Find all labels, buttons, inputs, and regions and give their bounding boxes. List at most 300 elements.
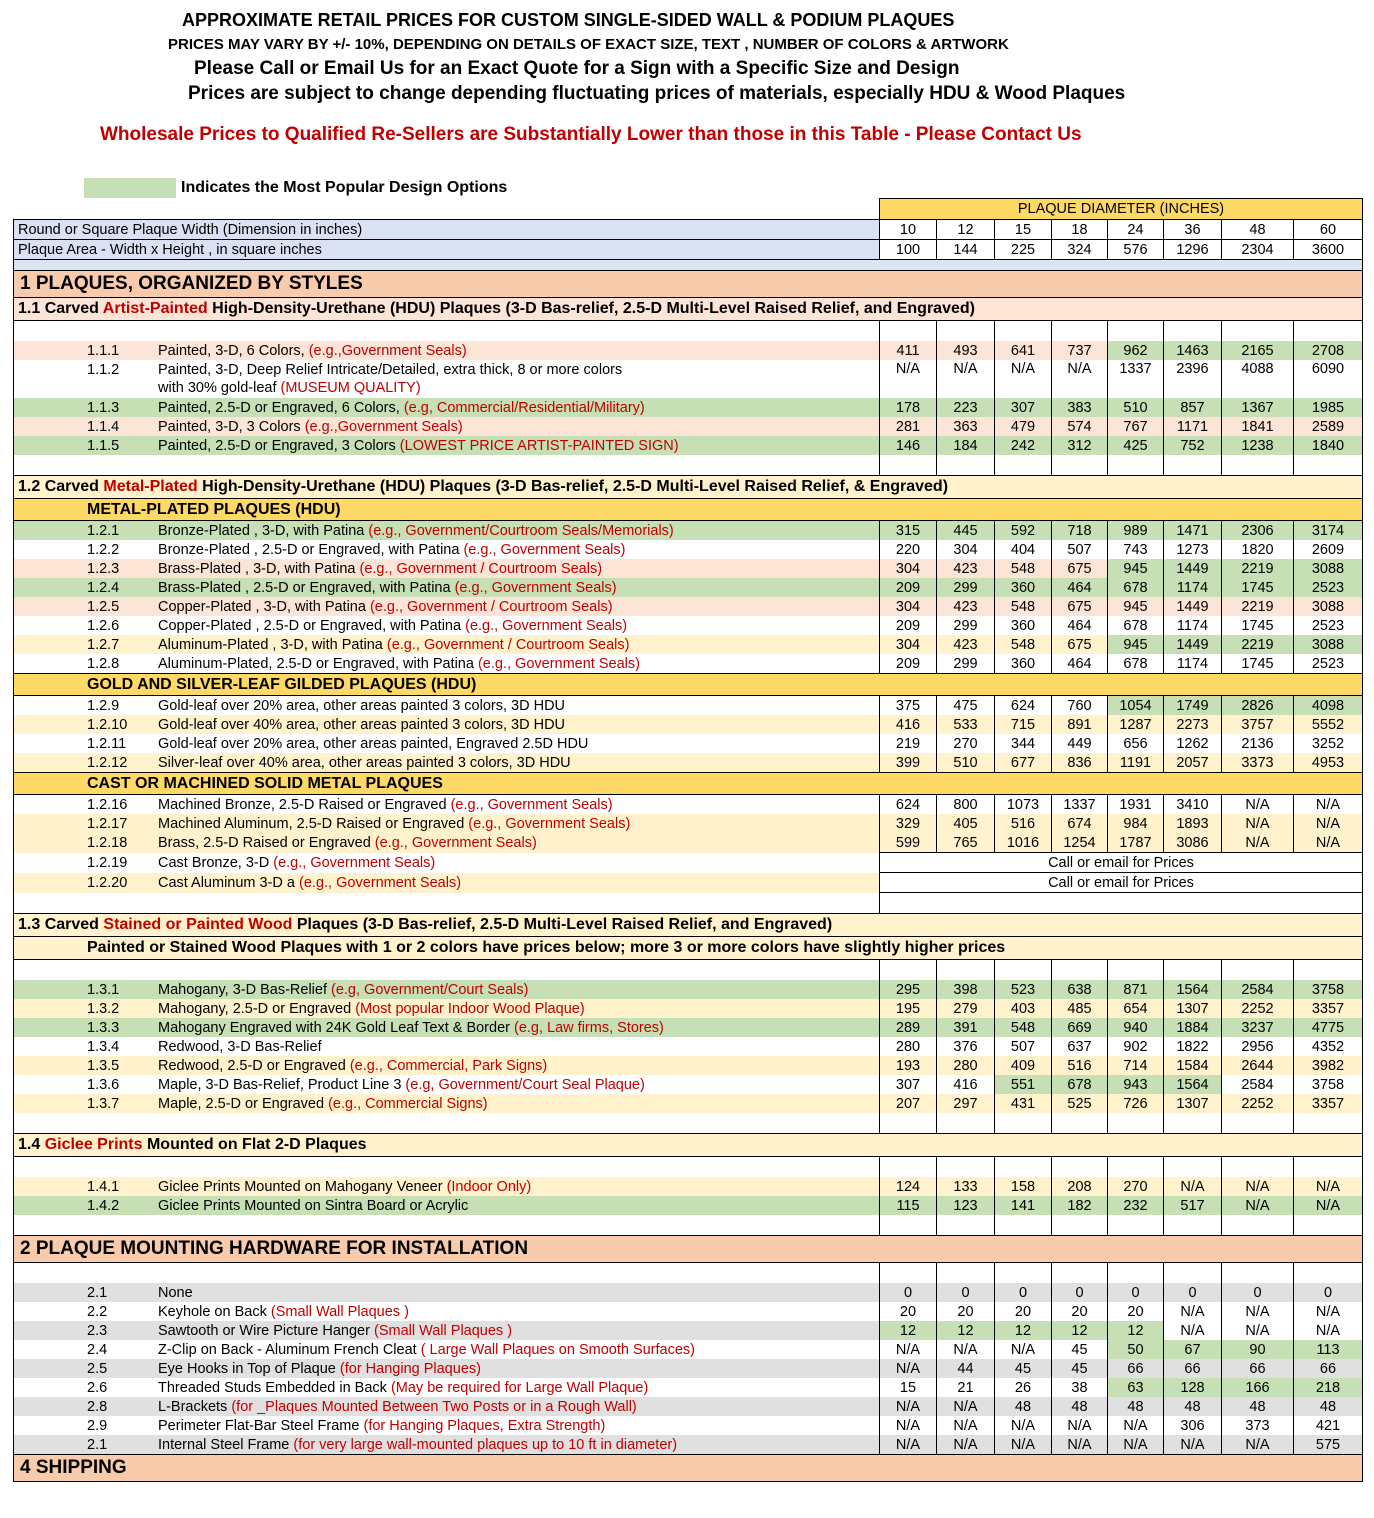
spacer-cell <box>14 1113 880 1134</box>
price-cell: N/A <box>1052 1416 1108 1435</box>
price-cell: N/A <box>1164 1302 1222 1321</box>
row-code: 2.1 <box>87 1284 108 1301</box>
row-desc-text: Giclee Prints Mounted on Mahogany Veneer <box>158 1178 447 1195</box>
row-example: (e.g., Government Seals) <box>477 655 640 672</box>
row-code: 1.2.19 <box>87 854 128 871</box>
price-cell: 423 <box>937 635 995 654</box>
row-label-content <box>14 716 879 734</box>
spacer-cell <box>14 893 880 914</box>
width-cell: 24 <box>1108 220 1164 240</box>
row-desc-text: Painted, 3-D, 3 Colors <box>158 418 305 435</box>
price-cell: 158 <box>995 1177 1052 1196</box>
row-description <box>158 815 630 833</box>
spacer-cell <box>937 1113 995 1134</box>
price-cell: N/A <box>1294 814 1363 833</box>
section-1-2-title-suffix: High-Density-Urethane (HDU) Plaques (3-D Bas-relief, 2.5-D Multi-Level Raised Relief, & Engraved) <box>197 478 949 495</box>
price-cell: 66 <box>1222 1359 1294 1378</box>
row-description <box>158 522 674 540</box>
price-cell: N/A <box>1222 1321 1294 1340</box>
spacer-cell <box>1294 1157 1363 1178</box>
row-label <box>14 1177 880 1196</box>
price-cell: 307 <box>880 1075 937 1094</box>
price-cell: 360 <box>995 616 1052 635</box>
price-cell: 425 <box>1108 436 1164 455</box>
price-cell: 3373 <box>1222 753 1294 773</box>
price-cell: 375 <box>880 696 937 716</box>
price-cell: 2306 <box>1222 521 1294 541</box>
price-cell: 299 <box>937 578 995 597</box>
table-row <box>14 1177 1363 1196</box>
row-code: 1.1.5 <box>87 437 120 454</box>
spacer-cell <box>1294 321 1363 342</box>
row-example: (e.g., Government Seals) <box>468 815 631 832</box>
area-cell: 324 <box>1052 240 1108 260</box>
price-cell: 678 <box>1108 578 1164 597</box>
price-cell: 123 <box>937 1196 995 1215</box>
price-cell: 416 <box>880 715 937 734</box>
row-desc-text: Redwood, 3-D Bas-Relief <box>158 1038 322 1055</box>
row-code: 1.3.4 <box>87 1038 120 1055</box>
row-code: 1.2.11 <box>87 735 127 752</box>
row-desc-text: Copper-Plated , 2.5-D or Engraved, with Patina <box>158 617 466 634</box>
row-code: 1.2.8 <box>87 655 120 672</box>
row-desc-text: Maple, 3-D Bas-Relief, Product Line 3 <box>158 1076 406 1093</box>
spacer-cell <box>14 1157 880 1178</box>
call-for-prices-cell: Call or email for Prices <box>880 853 1363 873</box>
section-4-title: 4 SHIPPING <box>14 1455 880 1482</box>
table-row <box>14 853 1363 873</box>
price-cell: 726 <box>1108 1094 1164 1113</box>
row-example: (e.g., Government Seals) <box>299 874 462 891</box>
row-example: (e.g.,Government Seals) <box>308 342 467 359</box>
price-cell: 637 <box>1052 1037 1108 1056</box>
price-cell: 20 <box>995 1302 1052 1321</box>
price-cell: 984 <box>1108 814 1164 833</box>
price-cell: 45 <box>1052 1359 1108 1378</box>
price-cell: 360 <box>995 654 1052 674</box>
width-row <box>14 220 1363 240</box>
section-1-4-title-highlight: Giclee Prints <box>44 1136 143 1153</box>
spacer-row <box>14 321 1363 342</box>
row-example: (for very large wall-mounted plaques up to 10 ft in diameter) <box>293 1436 678 1453</box>
row-label <box>14 521 880 541</box>
sheet-title: APPROXIMATE RETAIL PRICES FOR CUSTOM SINGLE-SIDED WALL & PODIUM PLAQUES <box>182 10 955 30</box>
spacer-cell <box>937 1215 995 1236</box>
price-cell: 306 <box>1164 1416 1222 1435</box>
row-description <box>158 399 645 417</box>
price-cell: 516 <box>995 814 1052 833</box>
price-cell: 209 <box>880 578 937 597</box>
row-code: 1.2.20 <box>87 874 128 891</box>
width-cell: 10 <box>880 220 937 240</box>
price-cell: 279 <box>937 999 995 1018</box>
row-description <box>158 361 622 379</box>
spacer-cell <box>1052 321 1108 342</box>
table-row <box>14 521 1363 541</box>
row-label <box>14 1359 880 1378</box>
price-cell: 2589 <box>1294 417 1363 436</box>
table-row <box>14 436 1363 455</box>
price-cell: N/A <box>1052 360 1108 398</box>
area-cell: 3600 <box>1294 240 1363 260</box>
section-1-3-title <box>14 914 1363 937</box>
row-label <box>14 578 880 597</box>
price-cell: 391 <box>937 1018 995 1037</box>
diameter-header-row <box>14 199 1363 220</box>
price-cell: 223 <box>937 398 995 417</box>
price-cell: 232 <box>1108 1196 1164 1215</box>
row-label-content <box>14 815 879 833</box>
wood-note: Painted or Stained Wood Plaques with 1 or 2 colors have prices below; more 3 or more colors have slightly higher prices <box>14 937 1363 960</box>
price-cell: 678 <box>1052 1075 1108 1094</box>
row-code: 1.2.16 <box>87 796 128 813</box>
price-cell: 1262 <box>1164 734 1222 753</box>
row-label <box>14 1397 880 1416</box>
price-table <box>13 198 1363 1482</box>
table-row <box>14 999 1363 1018</box>
price-cell: 113 <box>1294 1340 1363 1359</box>
row-code: 2.1 <box>87 1436 108 1453</box>
section-1-1-title-prefix: 1.1 Carved <box>18 300 103 317</box>
price-cell: 1745 <box>1222 578 1294 597</box>
price-cell: 329 <box>880 814 937 833</box>
table-row <box>14 1196 1363 1215</box>
spacer-cell <box>1294 1215 1363 1236</box>
row-description <box>158 1398 637 1416</box>
popular-legend-text: Indicates the Most Popular Design Options <box>181 179 508 196</box>
row-desc-text: Threaded Studs Embedded in Back <box>158 1379 391 1396</box>
price-cell: 219 <box>880 734 937 753</box>
row-label-content <box>14 541 879 559</box>
row-label <box>14 696 880 716</box>
spacer-cell <box>14 1263 880 1284</box>
section-1-title: 1 PLAQUES, ORGANIZED BY STYLES <box>14 271 880 298</box>
price-cell: 218 <box>1294 1378 1363 1397</box>
price-cell: 945 <box>1108 559 1164 578</box>
price-cell: N/A <box>1294 833 1363 853</box>
price-cell: 184 <box>937 436 995 455</box>
price-cell: 1822 <box>1164 1037 1222 1056</box>
price-cell: 677 <box>995 753 1052 773</box>
price-cell: 516 <box>1052 1056 1108 1075</box>
row-code: 1.2.4 <box>87 579 120 596</box>
row-desc-text: Copper-Plated , 3-D, with Patina <box>158 598 370 615</box>
row-label-content <box>14 834 879 852</box>
row-label-content <box>14 796 879 814</box>
section-1-2-header <box>14 476 1363 499</box>
row-description <box>158 655 640 673</box>
row-description <box>158 1436 677 1454</box>
spacer-cell <box>995 1215 1052 1236</box>
section-2-currency-note <box>880 1236 1363 1263</box>
row-example: (Small Wall Plaques ) <box>270 1303 409 1320</box>
section-1-3-title-suffix: Plaques (3-D Bas-relief, 2.5-D Multi-Level Raised Relief, and Engraved) <box>292 916 833 933</box>
metal-plated-header <box>14 499 1363 521</box>
row-label <box>14 873 880 893</box>
price-cell: 857 <box>1164 398 1222 417</box>
price-cell: 2708 <box>1294 341 1363 360</box>
price-cell: 1564 <box>1164 1075 1222 1094</box>
row-label <box>14 341 880 360</box>
table-row <box>14 1094 1363 1113</box>
row-desc-text: Z-Clip on Back - Aluminum French Cleat <box>158 1341 421 1358</box>
row-desc-text: Perimeter Flat-Bar Steel Frame <box>158 1417 364 1434</box>
price-cell: 1367 <box>1222 398 1294 417</box>
width-cell: 18 <box>1052 220 1108 240</box>
price-cell: 2956 <box>1222 1037 1294 1056</box>
width-cell: 48 <box>1222 220 1294 240</box>
row-label-content <box>14 1303 879 1321</box>
table-row <box>14 734 1363 753</box>
price-cell: 280 <box>880 1037 937 1056</box>
price-cell: N/A <box>1222 1196 1294 1215</box>
price-cell: N/A <box>995 1416 1052 1435</box>
row-code: 1.3.7 <box>87 1095 120 1112</box>
price-cell: 2396 <box>1164 360 1222 398</box>
row-description <box>158 1303 409 1321</box>
row-description <box>158 437 679 455</box>
price-cell: 2644 <box>1222 1056 1294 1075</box>
row-description <box>158 1000 585 1018</box>
price-cell: 1016 <box>995 833 1052 853</box>
price-cell: 2523 <box>1294 578 1363 597</box>
price-cell: 166 <box>1222 1378 1294 1397</box>
price-cell: 485 <box>1052 999 1108 1018</box>
price-cell: N/A <box>1222 1302 1294 1321</box>
price-cell: 299 <box>937 616 995 635</box>
price-cell: 548 <box>995 597 1052 616</box>
price-cell: 15 <box>880 1378 937 1397</box>
row-description <box>158 1379 648 1397</box>
price-cell: 12 <box>937 1321 995 1340</box>
section-1-3-title-highlight: Stained or Painted Wood <box>103 916 293 933</box>
row-label <box>14 753 880 773</box>
price-cell: 654 <box>1108 999 1164 1018</box>
price-cell: 510 <box>937 753 995 773</box>
row-code: 2.4 <box>87 1341 108 1358</box>
row-label <box>14 853 880 873</box>
price-cell: 1337 <box>1052 795 1108 815</box>
row-label-content <box>14 361 879 379</box>
price-cell: 48 <box>1164 1397 1222 1416</box>
table-row <box>14 1359 1363 1378</box>
row-desc-text: Silver-leaf over 40% area, other areas painted 3 colors, 3D HDU <box>158 754 571 771</box>
row-desc-text: Mahogany, 2.5-D or Engraved <box>158 1000 356 1017</box>
spacer-cell <box>1108 1157 1164 1178</box>
price-cell: 1449 <box>1164 635 1222 654</box>
price-cell: 592 <box>995 521 1052 541</box>
price-cell: 90 <box>1222 1340 1294 1359</box>
row-label <box>14 616 880 635</box>
row-label <box>14 398 880 417</box>
row-desc-text: Bronze-Plated , 3-D, with Patina <box>158 522 369 539</box>
price-cell: 289 <box>880 1018 937 1037</box>
row-desc-text: Machined Aluminum, 2.5-D Raised or Engraved <box>158 815 469 832</box>
row-desc-text: Gold-leaf over 40% area, other areas painted 3 colors, 3D HDU <box>158 716 566 733</box>
price-cell: 1564 <box>1164 980 1222 999</box>
price-cell: 1841 <box>1222 417 1294 436</box>
price-cell: 304 <box>880 635 937 654</box>
price-cell: 115 <box>880 1196 937 1215</box>
price-cell: 26 <box>995 1378 1052 1397</box>
price-cell: 63 <box>1108 1378 1164 1397</box>
row-example: (e.g., Government/Courtroom Seals/Memorials) <box>368 522 674 539</box>
row-code: 1.2.2 <box>87 541 120 558</box>
price-cell: N/A <box>880 360 937 398</box>
row-desc-text: Redwood, 2.5-D or Engraved <box>158 1057 350 1074</box>
section-1-1-header <box>14 298 1363 321</box>
price-cell: 1820 <box>1222 540 1294 559</box>
price-cell: N/A <box>1108 1416 1164 1435</box>
price-cell: 399 <box>880 753 937 773</box>
spacer-cell <box>1294 1263 1363 1284</box>
price-cell: 678 <box>1108 654 1164 674</box>
row-code: 1.2.3 <box>87 560 120 577</box>
price-cell: 548 <box>995 635 1052 654</box>
spacer-cell <box>14 960 880 981</box>
price-cell: 2252 <box>1222 1094 1294 1113</box>
row-desc-text: Machined Bronze, 2.5-D Raised or Engraved <box>158 796 451 813</box>
spacer-cell <box>1222 321 1294 342</box>
price-cell: 945 <box>1108 635 1164 654</box>
row-example: (e.g., Commercial, Park Signs) <box>349 1057 548 1074</box>
table-row <box>14 1397 1363 1416</box>
price-cell: 12 <box>1108 1321 1164 1340</box>
row-code: 1.1.3 <box>87 399 120 416</box>
section-1-2-title-prefix: 1.2 Carved <box>18 478 104 495</box>
section-1-1-title <box>14 298 1363 321</box>
price-cell: 421 <box>1294 1416 1363 1435</box>
row-label <box>14 1340 880 1359</box>
price-cell: 1893 <box>1164 814 1222 833</box>
area-cell: 576 <box>1108 240 1164 260</box>
wood-note-row <box>14 937 1363 960</box>
row-desc-text: Keyhole on Back <box>158 1303 271 1320</box>
price-cell: 48 <box>995 1397 1052 1416</box>
spacer-cell <box>995 1113 1052 1134</box>
section-2-header <box>14 1236 1363 1263</box>
row-desc-text: Maple, 2.5-D or Engraved <box>158 1095 329 1112</box>
spacer-cell <box>1164 1263 1222 1284</box>
price-cell: 307 <box>995 398 1052 417</box>
row-label <box>14 559 880 578</box>
price-cell: 398 <box>937 980 995 999</box>
spacer-row <box>14 455 1363 476</box>
row-example: (Indoor Only) <box>446 1178 532 1195</box>
spacer-cell <box>995 455 1052 476</box>
price-variance-note: PRICES MAY VARY BY +/- 10%, DEPENDING ON DETAILS OF EXACT SIZE, TEXT , NUMBER OF COLORS & ARTWORK <box>168 36 1009 53</box>
price-cell: 193 <box>880 1056 937 1075</box>
row-example: (e.g.,Government Seals) <box>304 418 463 435</box>
table-row <box>14 873 1363 893</box>
price-cell: 3174 <box>1294 521 1363 541</box>
price-cell: N/A <box>1294 795 1363 815</box>
spacer-cell <box>1164 321 1222 342</box>
price-cell: 464 <box>1052 616 1108 635</box>
price-cell: 299 <box>937 654 995 674</box>
price-cell: 3086 <box>1164 833 1222 853</box>
price-cell: 1174 <box>1164 654 1222 674</box>
price-cell: 3357 <box>1294 999 1363 1018</box>
price-cell: 2219 <box>1222 597 1294 616</box>
row-code: 1.4.1 <box>87 1178 120 1195</box>
row-description <box>158 1057 547 1075</box>
price-cell: 48 <box>1294 1397 1363 1416</box>
price-cell: 4098 <box>1294 696 1363 716</box>
price-cell: 141 <box>995 1196 1052 1215</box>
section-1-1-title-highlight: Artist-Painted <box>102 300 208 317</box>
row-code: 1.2.1 <box>87 522 120 539</box>
price-cell: 416 <box>937 1075 995 1094</box>
row-label <box>14 999 880 1018</box>
spacer-cell <box>1222 960 1294 981</box>
row-description <box>158 981 528 999</box>
price-cell: 3088 <box>1294 635 1363 654</box>
price-cell: 678 <box>1108 616 1164 635</box>
price-cell: 0 <box>1164 1283 1222 1302</box>
price-cell: 1840 <box>1294 436 1363 455</box>
spacer-cell <box>1222 1215 1294 1236</box>
price-cell: 38 <box>1052 1378 1108 1397</box>
area-cell: 100 <box>880 240 937 260</box>
price-cell: 752 <box>1164 436 1222 455</box>
table-row <box>14 616 1363 635</box>
row-description <box>158 1341 695 1359</box>
price-cell: 2523 <box>1294 654 1363 674</box>
price-cell: 891 <box>1052 715 1108 734</box>
price-cell: N/A <box>1222 1177 1294 1196</box>
price-cell: 133 <box>937 1177 995 1196</box>
section-1-4-title-prefix: 1.4 <box>18 1136 45 1153</box>
row-code: 2.8 <box>87 1398 108 1415</box>
spacer-cell <box>1108 321 1164 342</box>
row-label-content <box>14 754 879 772</box>
section-1-4-title-suffix: Mounted on Flat 2-D Plaques <box>142 1136 367 1153</box>
price-cell: 3357 <box>1294 1094 1363 1113</box>
row-description <box>158 1038 322 1056</box>
price-cell: 1337 <box>1108 360 1164 398</box>
price-cell: 574 <box>1052 417 1108 436</box>
price-cell: 304 <box>937 540 995 559</box>
row-label <box>14 814 880 833</box>
row-example: (e.g., Commercial Signs) <box>328 1095 488 1112</box>
table-row <box>14 417 1363 436</box>
row-description <box>158 754 571 772</box>
row-label <box>14 1018 880 1037</box>
section-1-2-title-highlight: Metal-Plated <box>103 478 198 495</box>
price-cell: 4088 <box>1222 360 1294 398</box>
row-code: 1.2.10 <box>87 716 128 733</box>
row-label-content <box>14 1417 879 1435</box>
price-cell: 207 <box>880 1094 937 1113</box>
row-desc-text: Painted, 2.5-D or Engraved, 3 Colors <box>158 437 400 454</box>
row-label <box>14 1075 880 1094</box>
price-cell: 270 <box>1108 1177 1164 1196</box>
diameter-header: PLAQUE DIAMETER (INCHES) <box>880 199 1363 220</box>
price-cell: 737 <box>1052 341 1108 360</box>
spacer-cell <box>1108 960 1164 981</box>
row-code: 1.3.3 <box>87 1019 120 1036</box>
row-label-content <box>14 342 879 360</box>
price-cell: 0 <box>1108 1283 1164 1302</box>
price-cell: N/A <box>937 360 995 398</box>
table-row <box>14 1283 1363 1302</box>
row-label-content <box>14 1436 879 1454</box>
row-desc-text: Cast Aluminum 3-D a <box>158 874 300 891</box>
spacer-cell <box>1164 960 1222 981</box>
price-cell: 3088 <box>1294 597 1363 616</box>
table-row <box>14 1302 1363 1321</box>
